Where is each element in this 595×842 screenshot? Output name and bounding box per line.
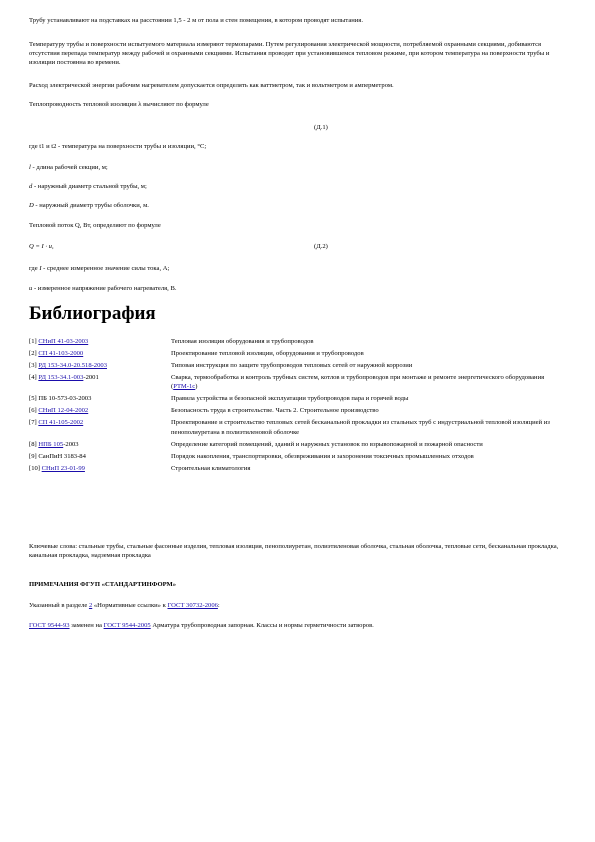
formula-d2-row <box>29 242 564 252</box>
bibliography-title: Правила устройства и безопасной эксплуатации трубопроводов пара и горячей воды <box>171 395 409 403</box>
variable-description: - наружный диаметр стальной трубы, м; <box>32 183 147 190</box>
bibliography-code-suffix: -2001 <box>83 374 99 382</box>
bibliography-code-link[interactable]: СП 41-105-2002 <box>38 419 84 427</box>
bibliography-code-link[interactable]: НПБ 105 <box>38 440 64 448</box>
bibliography-code-cell <box>29 464 171 476</box>
bibliography-table <box>29 337 564 476</box>
bibliography-code: ПБ 10-573-03-2003 <box>38 395 92 403</box>
bibliography-title: Безопасность труда в строительстве. Часть 2. Строительное производство <box>171 407 379 415</box>
paragraph-heat-flow: Тепловой поток Q, Вт, определяют по формуле <box>29 222 161 229</box>
bibliography-title-cell <box>171 440 564 452</box>
formula-d1-row <box>29 123 564 133</box>
variable-description: - среднее измеренное значение силы тока, А; <box>41 265 170 272</box>
bibliography-code-link[interactable]: СНиП 23-01-99 <box>41 464 85 472</box>
bibliography-code: СанПиН 3183-84 <box>38 452 86 460</box>
formula-number: (Д.2) <box>314 243 328 250</box>
bibliography-code-cell <box>29 349 171 361</box>
bibliography-code-cell <box>29 452 171 464</box>
bibliography-code-link[interactable]: РД 153-34.0-20.518-2003 <box>38 362 107 370</box>
paragraph-temperature: Температуру трубы и поверхности испытуемого материала измеряют термопарами. Путем регулирования электрической мощности, потребляемой охранными секциями, добиваются отсутствия перепада температур между рабочей и охранными секциями. Испытания проводят при установившемся тепловом режиме, при котором температура на поверхности трубы и изоляции постоянна во времени. <box>29 41 550 67</box>
gost-9544-2005-link[interactable]: ГОСТ 9544-2005 <box>103 622 151 629</box>
notes-heading: ПРИМЕЧАНИЯ ФГУП «СТАНДАРТИНФОРМ» <box>29 581 177 588</box>
gost-9544-93-link[interactable]: ГОСТ 9544-93 <box>29 622 70 629</box>
bibliography-title-cell <box>171 464 564 476</box>
bibliography-row <box>29 464 564 476</box>
bibliography-code-link[interactable]: СНиП 41-03-2003 <box>38 338 89 345</box>
paragraph-voltage <box>29 284 564 293</box>
paragraph-diameter-D <box>29 201 564 210</box>
bibliography-number: [10] <box>29 464 42 472</box>
bibliography-code-cell <box>29 361 171 373</box>
bibliography-row <box>29 361 564 373</box>
bibliography-code-link[interactable]: СП 41-103-2000 <box>38 350 84 358</box>
variable-prefix: где <box>29 265 40 272</box>
note-text: Арматура трубопроводная запорная. Классы и нормы герметичности затворов. <box>150 622 374 629</box>
bibliography-row <box>29 349 564 361</box>
bibliography-code-cell <box>29 373 171 394</box>
bibliography-code-cell <box>29 440 171 452</box>
bibliography-title-cell <box>171 452 564 464</box>
bibliography-title: Определение категорий помещений, зданий и наружных установок по взрывопожарной и пожарной опасности <box>171 440 483 448</box>
bibliography-title-cell <box>171 361 564 373</box>
paragraph-energy: Расход электрической энергии рабочим нагревателем допускается определять как ваттметром, так и вольтметром и амперметром. <box>29 82 394 89</box>
bibliography-title: Тепловая изоляция оборудования и трубопроводов <box>171 338 314 345</box>
bibliography-number: [2] <box>29 350 39 358</box>
bibliography-title-link[interactable]: РТМ-1с <box>173 383 196 391</box>
variable-symbol: u <box>29 285 33 292</box>
variable-description: - наружный диаметр трубы оболочки, м. <box>33 202 149 209</box>
bibliography-title: Строительная климатология <box>171 464 251 472</box>
bibliography-title: Проектирование и строительство тепловых сетей бесканальной прокладки из стальных труб с индустриальной тепловой изоляцией из пенополиуретана в полиэтиленовой оболочке <box>171 419 550 436</box>
note-text: заменен на <box>69 622 104 629</box>
bibliography-number: [4] <box>29 374 39 382</box>
bibliography-title-cell <box>171 418 564 439</box>
bibliography-row <box>29 440 564 452</box>
bibliography-code-cell <box>29 418 171 439</box>
variable-description: - длина рабочей секции, м; <box>30 164 108 171</box>
paragraph-length <box>29 163 564 172</box>
bibliography-row <box>29 406 564 418</box>
bibliography-title: Порядок накопления, транспортировки, обезвреживания и захоронения токсичных промышленных отходов <box>171 452 474 460</box>
bibliography-code-cell <box>29 406 171 418</box>
variable-symbol: d <box>29 183 33 190</box>
bibliography-row <box>29 337 564 349</box>
formula-number: (Д.1) <box>314 124 328 131</box>
bibliography-title: Типовая инструкция по защите трубопроводов тепловых сетей от наружной коррозии <box>171 362 413 370</box>
section-link[interactable]: 2 <box>88 602 93 609</box>
variable-symbol: D <box>29 202 34 209</box>
bibliography-number: [5] <box>29 395 39 403</box>
note-text: «Нормативные ссылки» к <box>92 602 168 609</box>
bibliography-number: [8] <box>29 440 39 448</box>
note-text: Указанный в разделе <box>29 602 89 609</box>
gost-30732-link[interactable]: ГОСТ 30732-2006 <box>167 602 218 609</box>
bibliography-title-cell <box>171 373 564 394</box>
note-gost-30732 <box>29 601 564 610</box>
paragraph-trubu: Трубу устанавливают на подставках на расстоянии 1,5 - 2 м от пола и стен помещения, в котором проводят испытания. <box>29 17 363 24</box>
paragraph-t1-t2: где t1 и t2 - температура на поверхности трубы и изоляции, °С; <box>29 143 207 150</box>
bibliography-row <box>29 373 564 394</box>
bibliography-title: Проектирование тепловой изоляции, оборудования и трубопроводов <box>171 350 364 358</box>
bibliography-row <box>29 452 564 464</box>
bibliography-row <box>29 418 564 439</box>
bibliography-number: [1] <box>29 338 39 345</box>
bibliography-code-cell <box>29 337 171 349</box>
bibliography-title-cell <box>171 337 564 349</box>
bibliography-title-end: ) <box>195 383 198 391</box>
paragraph-formula-intro: Теплопроводность тепловой изоляции λ вычисляют по формуле <box>29 101 209 108</box>
bibliography-row <box>29 394 564 406</box>
bibliography-number: [6] <box>29 407 39 415</box>
bibliography-title: Сварка, термообработка и контроль трубных систем, котлов и трубопроводов при монтаже и ремонте энергетического оборудования ( <box>171 374 545 391</box>
paragraph-current <box>29 264 564 273</box>
variable-description: - измеренное напряжение рабочего нагревателя, В. <box>32 285 177 292</box>
bibliography-code-link[interactable]: РД 153-34.1-003 <box>38 374 84 382</box>
bibliography-code-suffix: -2003 <box>63 440 79 448</box>
keywords-paragraph: Ключевые слова: стальные трубы, стальные фасонные изделия, тепловая изоляция, пенополиуретан, полиэтиленовая оболочка, стальная оболочка, тепловые сети, бесканальная прокладка, канальная прокладка, надземная прокладка <box>29 543 559 560</box>
bibliography-number: [3] <box>29 362 39 370</box>
bibliography-title-cell <box>171 349 564 361</box>
bibliography-number: [9] <box>29 452 39 460</box>
note-text: : <box>217 602 220 609</box>
bibliography-number: [7] <box>29 419 39 427</box>
note-gost-9544 <box>29 621 564 630</box>
variable-symbol: I <box>39 265 42 272</box>
bibliography-code-cell <box>29 394 171 406</box>
variable-symbol: l <box>29 164 31 171</box>
paragraph-diameter-d <box>29 182 564 191</box>
bibliography-title-cell <box>171 406 564 418</box>
bibliography-title-cell <box>171 394 564 406</box>
formula-text: Q = I · u, <box>29 243 54 250</box>
bibliography-code-link[interactable]: СНиП 12-04-2002 <box>38 407 89 415</box>
bibliography-heading: Библиография <box>29 303 156 324</box>
